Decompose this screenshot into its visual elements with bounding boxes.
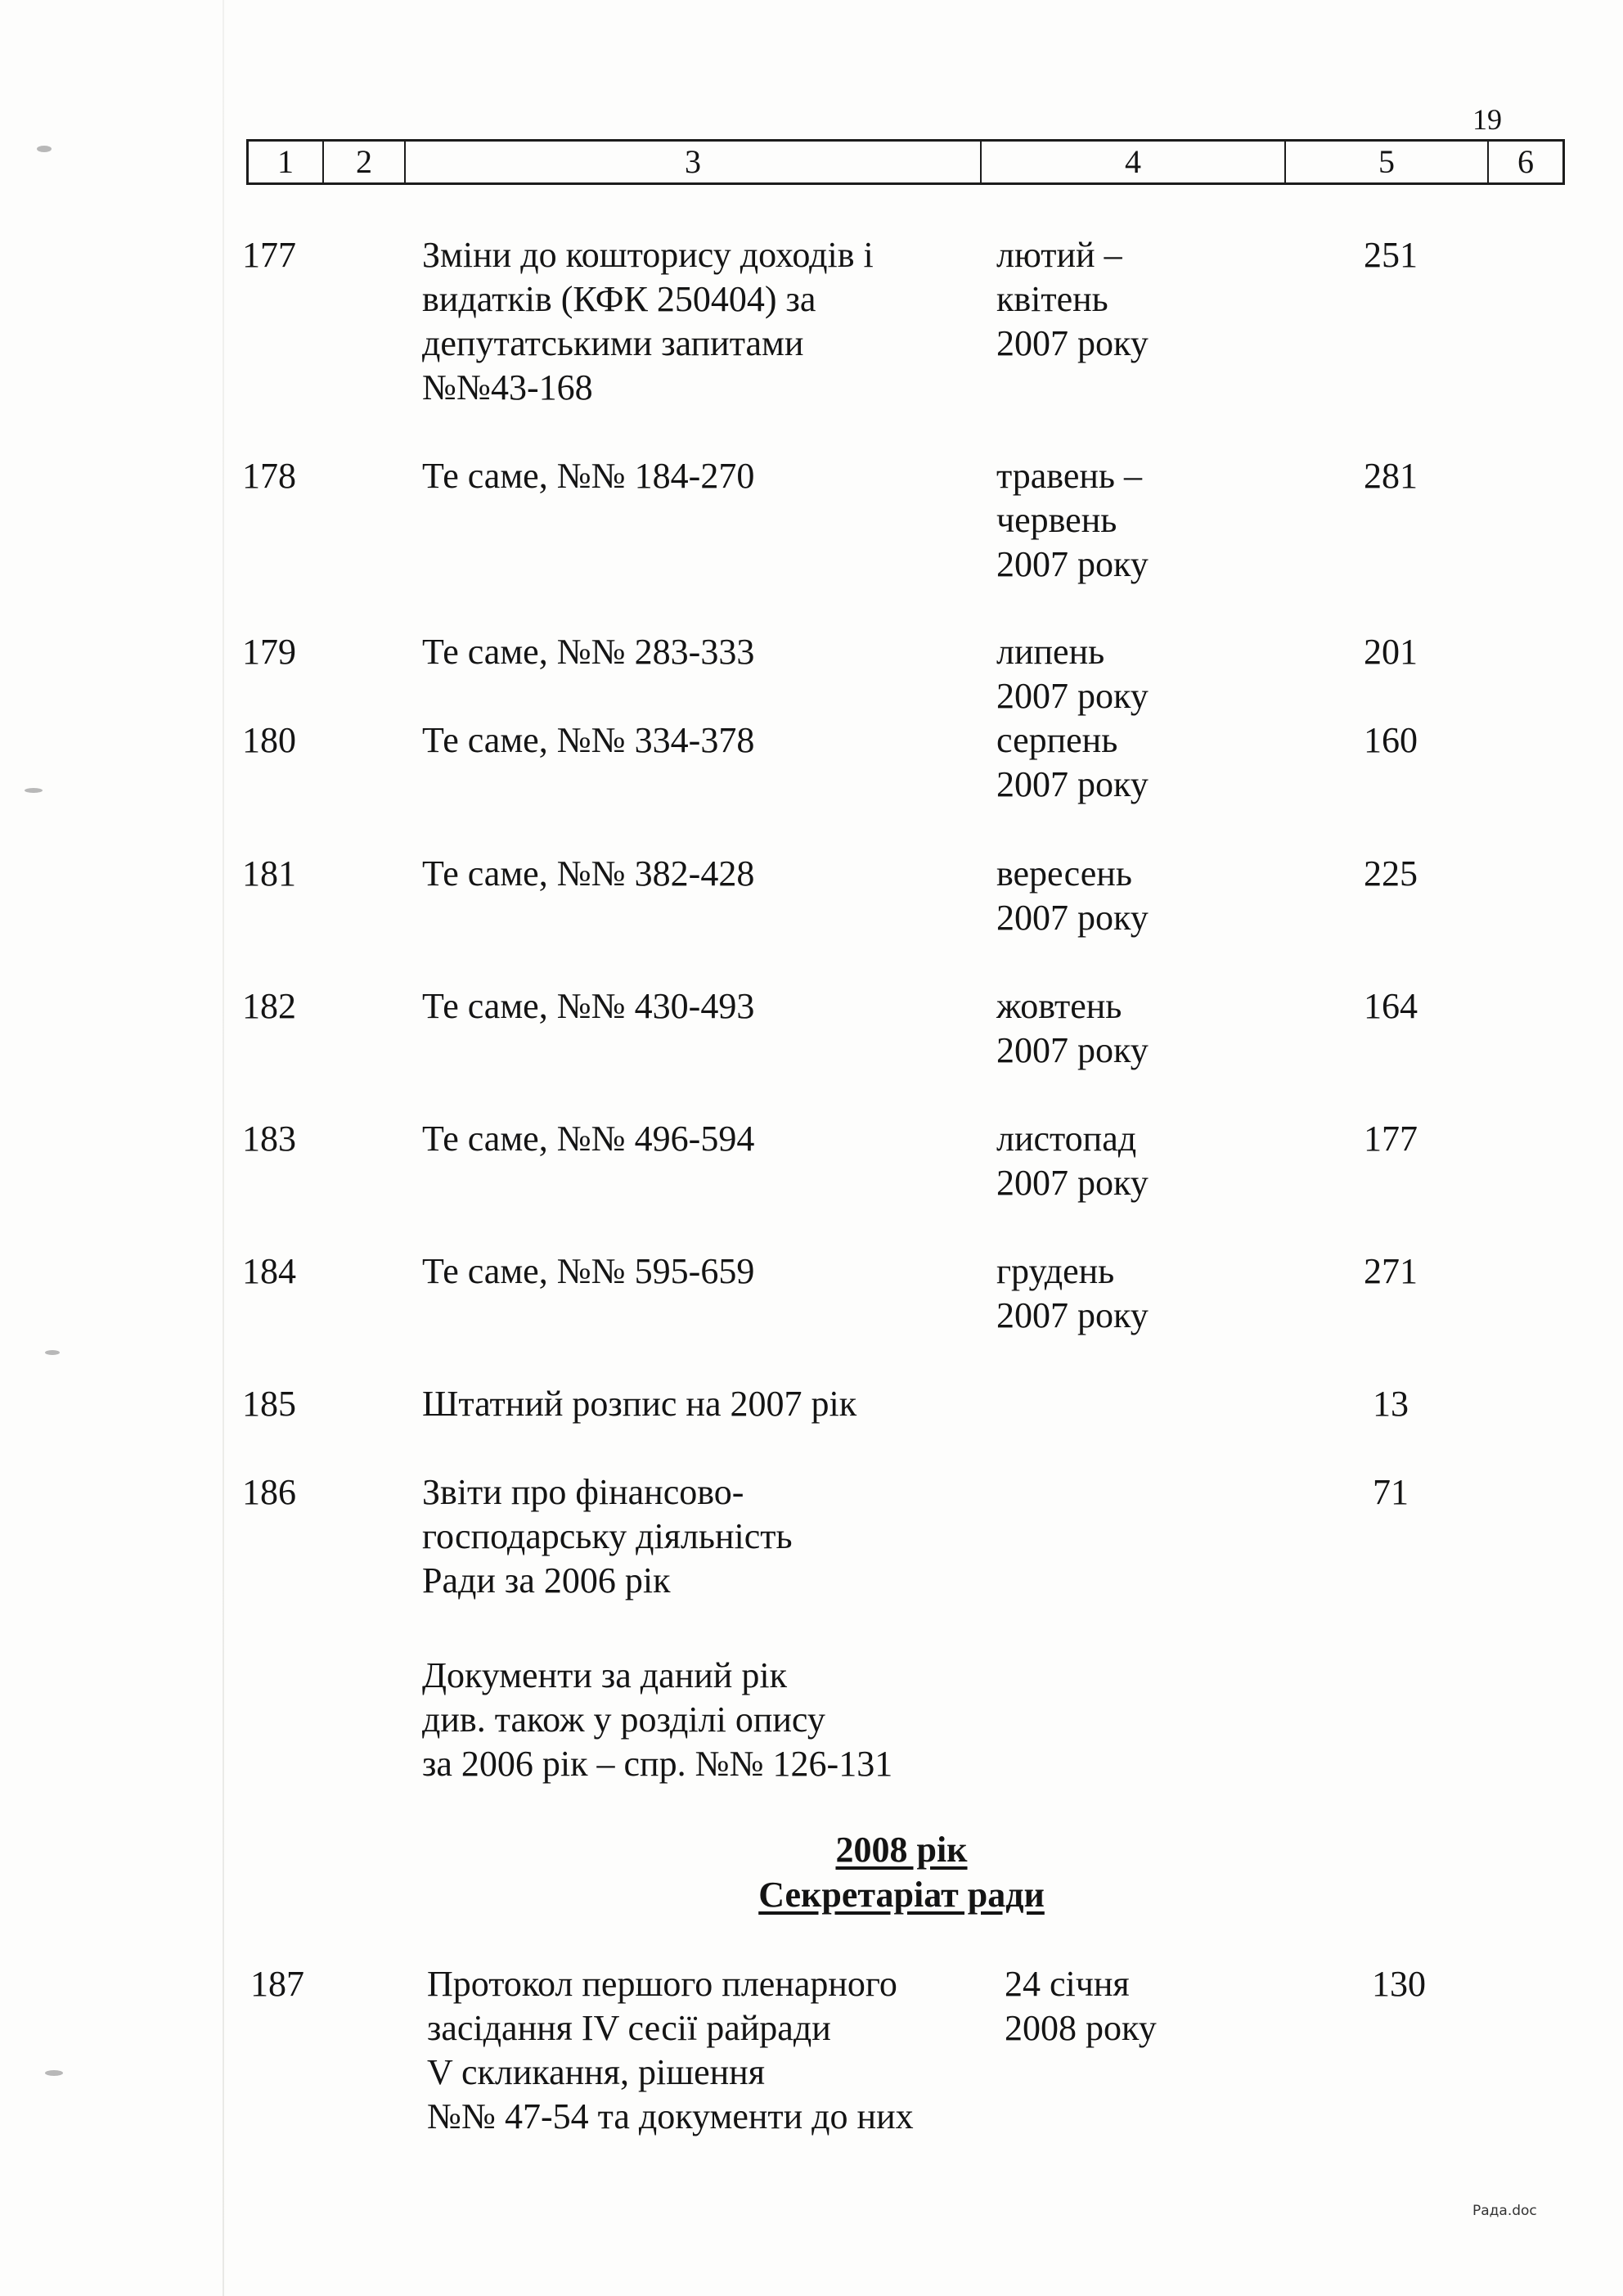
entry-date: вересень 2007 року <box>996 853 1149 938</box>
entry-date: грудень 2007 року <box>996 1251 1149 1335</box>
scan-mark <box>25 788 43 793</box>
entry-sheet-count: 71 <box>1373 1472 1409 1512</box>
scan-mark <box>37 146 52 152</box>
entry-number: 178 <box>242 456 296 496</box>
entry-sheet-count: 177 <box>1364 1119 1418 1159</box>
file-name-footer: Рада.doc <box>1472 2203 1537 2219</box>
entry-date: серпень 2007 року <box>996 720 1149 804</box>
entry-title: Зміни до кошторису доходів і видатків (КФК 250404) за депутатськими запитами №№43-168 <box>422 235 874 407</box>
entry-number: 177 <box>242 235 296 275</box>
entry-title: Те саме, №№ 184-270 <box>422 456 755 496</box>
entry-date: травень – червень 2007 року <box>996 456 1149 584</box>
entry-number: 186 <box>242 1472 296 1512</box>
entry-sheet-count: 225 <box>1364 853 1418 894</box>
scan-edge <box>223 0 224 2296</box>
column-header-1: 1 <box>249 142 324 182</box>
cross-reference-note: Документи за даний рік див. також у розділі опису за 2006 рік – спр. №№ 126-131 <box>422 1655 893 1784</box>
entry-sheet-count: 164 <box>1364 986 1418 1026</box>
entry-date: липень 2007 року <box>996 632 1149 716</box>
entry-title: Те саме, №№ 283-333 <box>422 632 755 672</box>
section-year-heading: 2008 рік <box>835 1830 968 1870</box>
section-title-heading: Секретаріат ради <box>758 1875 1045 1915</box>
entry-number: 179 <box>242 632 296 672</box>
column-header-5: 5 <box>1286 142 1489 182</box>
entry-sheet-count: 271 <box>1364 1251 1418 1291</box>
entry-number: 182 <box>242 986 296 1026</box>
scan-mark <box>45 2070 63 2076</box>
entry-number: 183 <box>242 1119 296 1159</box>
entry-number: 185 <box>242 1384 296 1424</box>
entry-date: жовтень 2007 року <box>996 986 1149 1070</box>
column-header-6: 6 <box>1517 143 1534 180</box>
entry-title: Протокол першого пленарного засідання IV сесії райради V скликання, рішення №№ 47-54 та документи до них <box>427 1964 914 2136</box>
entry-title: Звіти про фінансово- господарську діяльність Ради за 2006 рік <box>422 1472 793 1600</box>
entry-number: 181 <box>242 853 296 894</box>
column-header-4: 4 <box>982 142 1286 182</box>
scan-mark <box>45 1350 60 1355</box>
column-header-3: 3 <box>406 142 982 182</box>
entry-date: листопад 2007 року <box>996 1119 1149 1203</box>
entry-title: Те саме, №№ 496-594 <box>422 1119 755 1159</box>
entry-title: Те саме, №№ 334-378 <box>422 720 755 760</box>
entry-sheet-count: 130 <box>1372 1964 1426 2004</box>
entry-sheet-count: 13 <box>1373 1384 1409 1424</box>
entry-title: Те саме, №№ 430-493 <box>422 986 755 1026</box>
entry-title: Те саме, №№ 595-659 <box>422 1251 755 1291</box>
entry-sheet-count: 251 <box>1364 235 1418 275</box>
entry-number: 184 <box>242 1251 296 1291</box>
entry-number: 180 <box>242 720 296 760</box>
column-header-2: 2 <box>324 142 406 182</box>
entry-title: Штатний розпис на 2007 рік <box>422 1384 857 1424</box>
entry-sheet-count: 281 <box>1364 456 1418 496</box>
entry-sheet-count: 160 <box>1364 720 1418 760</box>
entry-date: 24 січня 2008 року <box>1005 1964 1157 2048</box>
entry-number: 187 <box>250 1964 304 2004</box>
entry-date: лютий – квітень 2007 року <box>996 235 1149 363</box>
entry-title: Те саме, №№ 382-428 <box>422 853 755 894</box>
entry-sheet-count: 201 <box>1364 632 1418 672</box>
page-number: 19 <box>1472 103 1502 136</box>
column-header-row <box>246 139 1565 185</box>
